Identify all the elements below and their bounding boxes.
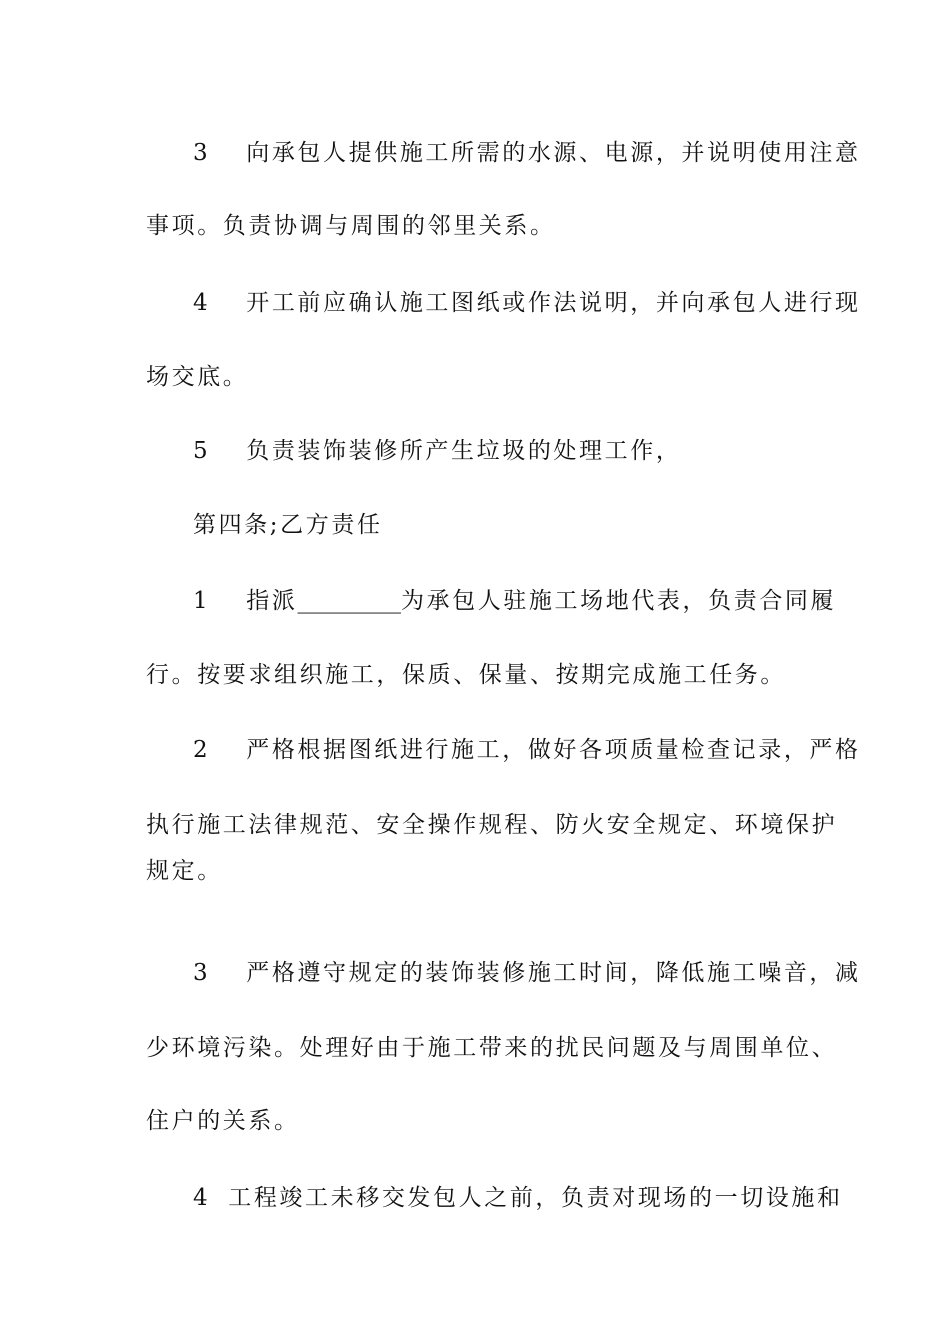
clause-number: 5 (193, 438, 211, 464)
clause-line (193, 436, 950, 466)
continuation-line (146, 362, 950, 392)
clause-text: 严格遵守规定的装饰装修施工时间，降低施工噪音，减 (246, 960, 861, 986)
clause-line (193, 586, 950, 616)
section-heading-text: 第四条;乙方责任 (193, 512, 383, 538)
clause-number: 2 (193, 737, 211, 763)
clause-text: 住户的关系。 (146, 1108, 300, 1134)
clause-line (193, 288, 950, 318)
clause-text: 规定。 (146, 858, 223, 884)
clause-line (193, 735, 950, 765)
clause-text: 执行施工法律规范、安全操作规程、防火安全规定、环境保护 (146, 812, 838, 838)
clause-text: 少环境污染。处理好由于施工带来的扰民问题及与周围单位、 (146, 1035, 838, 1061)
continuation-line (146, 1106, 950, 1136)
clause-text: 工程竣工未移交发包人之前，负责对现场的一切设施和 (228, 1185, 843, 1211)
clause-text: 为承包人驻施工场地代表，负责合同履 (400, 588, 837, 614)
clause-line (193, 1183, 950, 1213)
clause-number: 1 (193, 588, 211, 614)
clause-text: 开工前应确认施工图纸或作法说明，并向承包人进行现 (246, 290, 861, 316)
continuation-line (146, 211, 950, 241)
clause-text: 指派 (246, 588, 298, 614)
continuation-line (146, 1033, 950, 1063)
clause-number: 4 (193, 1185, 211, 1211)
clause-text: 向承包人提供施工所需的水源、电源，并说明使用注意 (246, 140, 861, 166)
clause-line (193, 958, 950, 988)
clause-text: 事项。负责协调与周围的邻里关系。 (146, 213, 556, 239)
section-heading (193, 510, 950, 540)
clause-number: 4 (193, 290, 211, 316)
continuation-line (146, 810, 950, 840)
clause-number: 3 (193, 960, 211, 986)
continuation-line (146, 660, 950, 690)
continuation-line (146, 856, 950, 886)
clause-line (193, 138, 950, 168)
blank-field: _________ (297, 588, 401, 614)
clause-text: 行。按要求组织施工，保质、保量、按期完成施工任务。 (146, 662, 786, 688)
clause-text: 严格根据图纸进行施工，做好各项质量检查记录，严格 (246, 737, 861, 763)
clause-text: 负责装饰装修所产生垃圾的处理工作， (246, 438, 682, 464)
clause-text: 场交底。 (146, 364, 249, 390)
clause-number: 3 (193, 140, 211, 166)
